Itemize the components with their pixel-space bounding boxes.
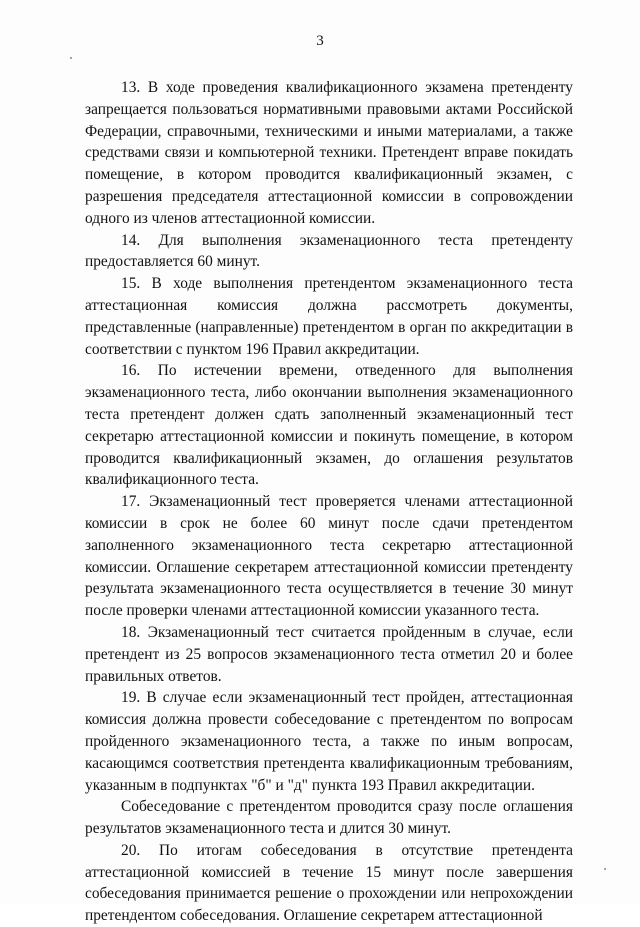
scan-speck: [70, 57, 72, 59]
paragraph-13: 13. В ходе проведения квалификационного экзамена претенденту запрещается пользоваться нормативными правовыми актами Российской Федерации, справочными, техническими и иными материалами, а также средствами связи и компьютерной техники. Претендент вправе покидать помещение, в котором проводится квалификационный экзамен, с разрешения председателя аттестационной комиссии в сопровождении одного из членов аттестационной комиссии.: [85, 79, 573, 227]
paragraph-19-interview: Собеседование с претендентом проводится сразу после оглашения результатов экзаменационного теста и длится 30 минут.: [85, 798, 573, 838]
scan-speck: [604, 868, 606, 870]
paragraph-15: 15. В ходе выполнения претендентом экзаменационного теста аттестационная комиссия должна рассмотреть документы, представленные (направленные) претендентом в орган по аккредитации в соответствии с пунктом 196 Правил аккредитации.: [85, 275, 573, 358]
paragraph-19: 19. В случае если экзаменационный тест пройден, аттестационная комиссия должна провести собеседование с претендентом по вопросам пройденного экзаменационного теста, а также по иным вопросам, касающимся соответствия претендента квалификационным требованиям, указанным в подпунктах "б" и "д" пункта 193 Правил аккредитации.: [85, 689, 573, 794]
paragraph-14: 14. Для выполнения экзаменационного теста претенденту предоставляется 60 минут.: [85, 231, 573, 271]
document-body: [85, 77, 573, 927]
paragraph-17: 17. Экзаменационный тест проверяется членами аттестационной комиссии в срок не более 60 минут после сдачи претендентом заполненного экзаменационного теста секретарю аттестационной комиссии. Оглашение секретарем аттестационной комиссии претенденту результата экзаменационного теста осуществляется в течение 30 минут после проверки членами аттестационной комиссии указанного теста.: [85, 493, 573, 620]
paragraph-16: 16. По истечении времени, отведенного для выполнения экзаменационного теста, либо окончании выполнения экзаменационного теста претендент должен сдать заполненный экзаменационный тест секретарю аттестационной комиссии и покинуть помещение, в котором проводится квалификационный экзамен, до оглашения результатов квалификационного теста.: [85, 362, 573, 489]
paragraph-18: 18. Экзаменационный тест считается пройденным в случае, если претендент из 25 вопросов экзаменационного теста отметил 20 и более правильных ответов.: [85, 623, 573, 685]
paragraph-20: 20. По итогам собеседования в отсутствие претендента аттестационной комиссией в течение 15 минут после завершения собеседования принимается решение о прохождении или непрохождении претендентом собеседования. Оглашение секретарем аттестационной: [85, 841, 573, 925]
page-number: 3: [316, 33, 324, 49]
